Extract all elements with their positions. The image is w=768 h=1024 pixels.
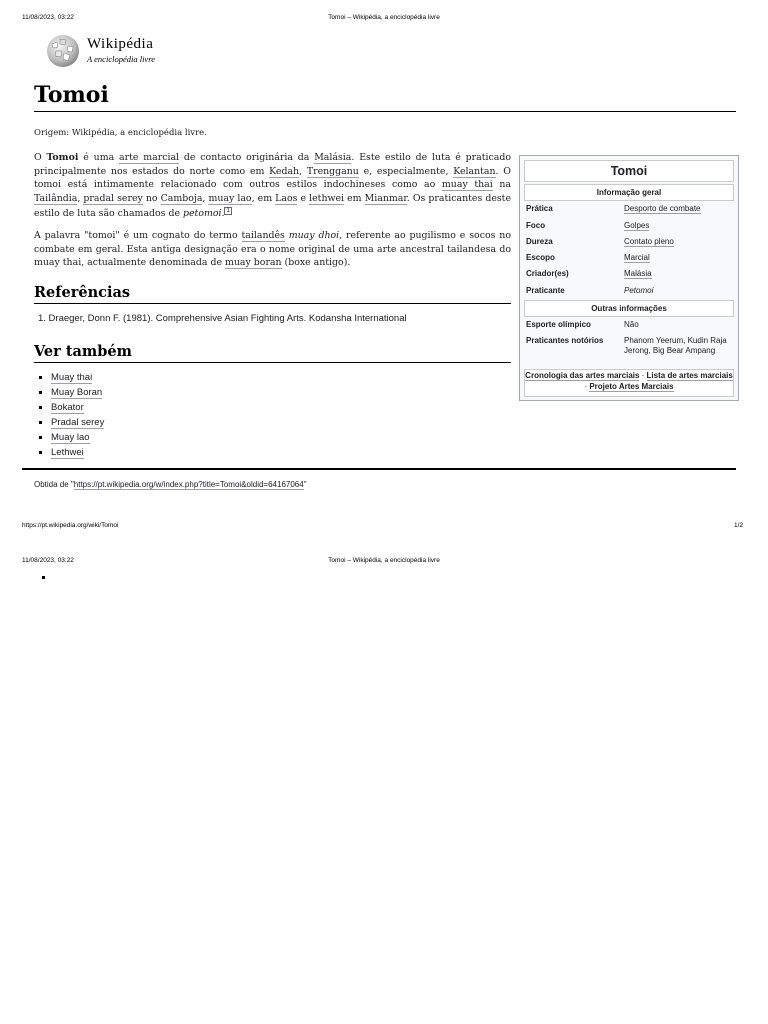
- nav-link-lista[interactable]: Lista de artes marciais: [646, 371, 733, 380]
- see-also-divider: [34, 362, 511, 363]
- references-divider: [34, 303, 511, 304]
- list-item: [36, 430, 104, 445]
- infobox-section-other: Outras informações: [524, 300, 734, 317]
- link-kelantan[interactable]: Kelantan: [453, 165, 496, 177]
- see-also-link-lethwei[interactable]: Lethwei: [51, 447, 84, 458]
- reference-marker[interactable]: 1: [226, 208, 230, 214]
- infobox-label: Dureza: [526, 237, 553, 246]
- infobox-label: Esporte olímpico: [526, 320, 591, 329]
- link-arte-marcial[interactable]: arte marcial: [119, 152, 180, 163]
- infobox-label: Prática: [526, 204, 553, 213]
- infobox-value: Petomoi: [624, 286, 654, 295]
- origin-note: Origem: Wikipédia, a enciclopédia livre.: [34, 128, 207, 138]
- infobox-section-general: Informação geral: [524, 184, 734, 201]
- references-heading: Referências: [34, 284, 131, 301]
- wikipedia-globe-icon: [44, 34, 82, 68]
- link-malasia[interactable]: Malásia: [314, 152, 352, 163]
- infobox-label: Foco: [526, 221, 546, 230]
- see-also-link-muay-thai[interactable]: Muay thai: [51, 372, 93, 383]
- infobox-title: Tomoi: [524, 160, 734, 182]
- page-title: Tomoi: [34, 82, 109, 108]
- link-tailandes[interactable]: tailandês: [241, 230, 285, 241]
- link-kedah[interactable]: Kedah: [269, 165, 300, 177]
- permanent-link[interactable]: https://pt.wikipedia.org/w/index.php?title=Tomoi&oldid=64167064: [73, 480, 304, 489]
- print-datetime-page2: 11/08/2023, 03:22: [22, 557, 74, 564]
- infobox-value-link[interactable]: Malásia: [624, 269, 652, 278]
- see-also-list: [36, 370, 104, 460]
- intro-paragraph-2: A palavra "tomoi" é um cognato do termo tailandês muay dhoi, referente ao pugilismo e socos no combate em geral. Esta antiga designação era o nome original de uma arte ancestral tailandesa do muay thai, actualmente denominada de muay boran (boxe antigo).: [34, 230, 511, 268]
- link-mianmar[interactable]: Mianmar: [364, 192, 407, 204]
- infobox-navigation: Cronologia das artes marciais · Lista de artes marciais · Projeto Artes Marciais: [524, 369, 734, 397]
- infobox-value-link[interactable]: Marcial: [624, 253, 650, 262]
- see-also-link-muay-boran[interactable]: Muay Boran: [51, 387, 103, 398]
- wikipedia-wordmark: Wikipédia: [87, 36, 154, 52]
- link-tailandia[interactable]: Tailândia: [34, 192, 78, 204]
- retrieved-from: Obtida de "https://pt.wikipedia.org/w/index.php?title=Tomoi&oldid=64167064": [34, 480, 307, 489]
- infobox-value: Não: [624, 320, 639, 329]
- intro-paragraph-1: O Tomoi é uma arte marcial de contacto originária da Malásia. Este estilo de luta é praticado principalmente nos estados do norte como em Kedah, Trengganu e, especialmente, Kelantan. O tomoi está intimamente relacionado com outros estilos indochineses como ao muay thai na Tailândia, pradal serey no Camboja, muay lao, em Laos e lethwei em Mianmar. Os praticantes deste estilo de luta são chamados de petomoi. $^1$: [34, 152, 512, 220]
- title-divider: [34, 111, 736, 112]
- infobox-label: Praticante: [526, 286, 565, 295]
- infobox-label: Criador(es): [526, 269, 569, 278]
- list-bullet: [42, 576, 45, 579]
- see-also-link-bokator[interactable]: Bokator: [51, 402, 84, 413]
- see-also-heading: Ver também: [34, 343, 132, 360]
- wikipedia-logo[interactable]: [44, 34, 184, 68]
- infobox-value: Phanom Yeerum, Kudin Raja Jerong, Big Bear Ampang: [624, 336, 727, 355]
- footer-divider: [22, 468, 736, 470]
- link-muay-thai[interactable]: muay thai: [441, 179, 493, 190]
- list-item: [36, 400, 104, 415]
- link-camboja[interactable]: Camboja: [160, 192, 203, 204]
- list-item: [36, 385, 104, 400]
- list-item: [36, 445, 104, 460]
- infobox-label: Praticantes notórios: [526, 336, 604, 345]
- article-subject: Tomoi: [46, 152, 79, 163]
- list-item: [36, 370, 104, 385]
- list-item: [36, 415, 104, 430]
- link-muay-lao[interactable]: muay lao: [208, 192, 252, 204]
- link-trengganu[interactable]: Trengganu: [306, 165, 359, 177]
- reference-item: 1. Draeger, Donn F. (1981). Comprehensive Asian Fighting Arts. Kodansha International: [38, 313, 407, 324]
- print-doc-title-page2: Tomoi – Wikipédia, a enciclopédia livre: [328, 557, 440, 564]
- link-lethwei[interactable]: lethwei: [309, 192, 345, 204]
- infobox: [519, 155, 739, 401]
- link-laos[interactable]: Laos: [275, 192, 298, 204]
- infobox-value-link[interactable]: Desporto de combate: [624, 204, 701, 213]
- wikipedia-tagline: A enciclopédia livre: [87, 54, 155, 64]
- print-doc-title: Tomoi – Wikipédia, a enciclopédia livre: [328, 14, 440, 21]
- print-datetime: 11/08/2023, 03:22: [22, 14, 74, 21]
- print-footer-url: https://pt.wikipedia.org/wiki/Tomoi: [22, 522, 119, 529]
- link-pradal-serey[interactable]: pradal serey: [83, 192, 143, 204]
- infobox-label: Escopo: [526, 253, 555, 262]
- see-also-link-pradal-serey[interactable]: Pradal serey: [51, 417, 105, 428]
- infobox-value-link[interactable]: Contato pleno: [624, 237, 674, 246]
- link-muay-boran[interactable]: muay boran: [225, 257, 282, 268]
- nav-link-cronologia[interactable]: Cronologia das artes marciais: [525, 371, 640, 380]
- infobox-value-link[interactable]: Golpes: [624, 221, 650, 230]
- see-also-link-muay-lao[interactable]: Muay lao: [51, 432, 90, 443]
- nav-link-projeto[interactable]: Projeto Artes Marciais: [589, 382, 674, 391]
- print-page-number: 1/2: [734, 522, 744, 529]
